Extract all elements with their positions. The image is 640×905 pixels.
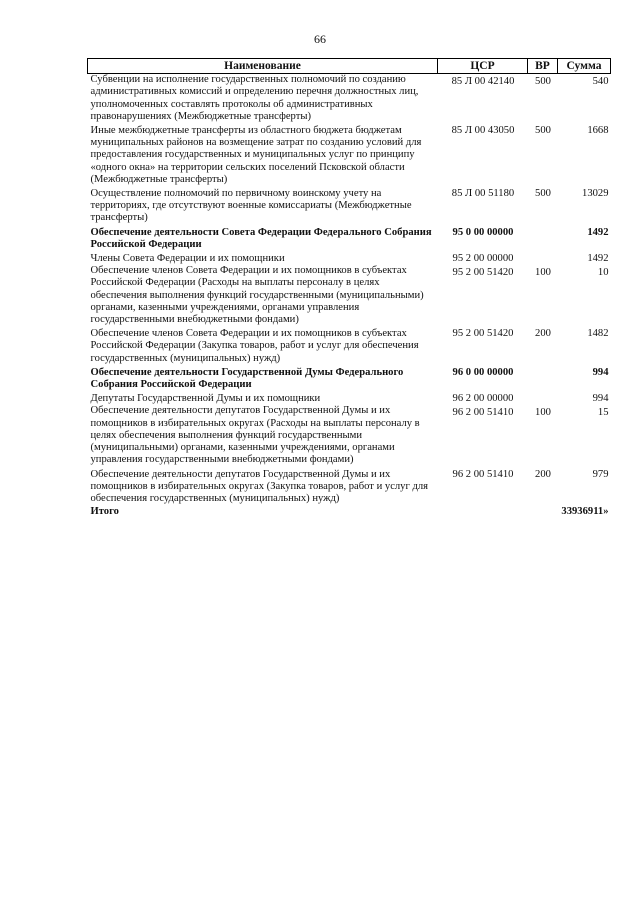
row-sum: 1492: [587, 253, 609, 265]
row-name: Субвенции на исполнение государственных полномочий по созданию административных комиссий и определению перечня должностных лиц, уполномоченных составлять протоколы об административных правонарушениях (Межбюджетные трансферты): [90, 74, 419, 122]
row-vr: [528, 391, 558, 405]
row-vr: [528, 365, 558, 391]
row-csr: 96 0 00 00000: [452, 366, 514, 378]
table-row: [88, 326, 611, 365]
row-vr: 200: [535, 328, 551, 340]
row-csr: 85 Л 00 51180: [451, 188, 515, 200]
table-row: [88, 467, 611, 506]
row-sum: 1492: [587, 226, 609, 238]
row-sum: 13029: [582, 188, 609, 200]
row-name: Осуществление полномочий по первичному воинскому учету на территориях, где отсутствуют военные комиссариаты (Межбюджетные трансферты): [90, 188, 412, 224]
row-csr: 85 Л 00 42140: [451, 76, 515, 88]
row-vr: [528, 251, 558, 265]
row-csr: 95 2 00 51420: [452, 267, 514, 279]
row-vr: 200: [535, 468, 551, 480]
page-number: 66: [314, 32, 326, 46]
row-sum: 1668: [587, 125, 609, 137]
row-name: Обеспечение деятельности Совета Федерации Федерального Собрания Российской Федерации: [90, 226, 432, 250]
table-row: [88, 391, 611, 405]
table-row: [88, 186, 611, 225]
row-sum: 10: [597, 267, 609, 279]
row-csr: 96 2 00 00000: [452, 393, 514, 405]
row-vr: 100: [535, 267, 551, 279]
row-vr: 500: [535, 125, 551, 137]
header-csr: ЦСР: [438, 59, 528, 74]
row-name: Обеспечение деятельности Государственной Думы Федерального Собрания Российской Федерации: [90, 366, 404, 391]
header-name: Наименование: [88, 59, 438, 74]
row-vr: 100: [535, 407, 551, 419]
row-csr: 95 0 00 00000: [452, 226, 514, 238]
row-csr: 96 2 00 51410: [452, 468, 514, 480]
row-vr: [528, 225, 558, 251]
row-vr: 500: [535, 76, 551, 88]
table-row-section: [88, 365, 611, 391]
row-sum: 994: [592, 366, 609, 378]
table-row: [88, 74, 611, 123]
row-sum: 994: [592, 393, 609, 405]
row-csr: 95 2 00 00000: [452, 253, 514, 265]
row-sum: 540: [592, 76, 609, 88]
row-vr: 500: [535, 188, 551, 200]
table-row: [88, 265, 611, 326]
row-name: Иные межбюджетные трансферты из областного бюджета бюджетам муниципальных районов на возмещение затрат по созданию условий для предоставления государственных и муниципальных услуг по принципу «одного окна» на территории сельских поселений Псковской области (Межбюджетные трансферты): [90, 125, 422, 185]
row-sum: 1482: [587, 328, 609, 340]
budget-table: [87, 58, 611, 518]
total-label: Итого: [90, 506, 119, 518]
row-name: Обеспечение членов Совета Федерации и их помощников в субъектах Российской Федерации (Закупка товаров, работ и услуг для обеспечения государственных (муниципальных) нужд): [90, 328, 419, 364]
row-csr: 85 Л 00 43050: [451, 125, 515, 137]
row-csr: 96 2 00 51410: [452, 407, 514, 419]
table-row: [88, 251, 611, 265]
row-name: Обеспечение деятельности депутатов Государственной Думы и их помощников в избирательных округах (Закупка товаров, работ и услуг для обеспечения государственных (муниципальных) нужд): [90, 468, 429, 504]
table-total-row: [88, 505, 611, 518]
row-sum: 979: [592, 468, 609, 480]
total-sum: 33936911»: [561, 506, 609, 518]
table-row-section: [88, 225, 611, 251]
row-sum: 15: [597, 407, 609, 419]
row-csr: 95 2 00 51420: [452, 328, 514, 340]
table-header-row: [88, 59, 611, 74]
header-vr: ВР: [528, 59, 558, 74]
header-sum: Сумма: [558, 59, 611, 74]
row-name: Обеспечение членов Совета Федерации и их помощников в субъектах Российской Федерации (Расходы на выплаты персоналу в целях обеспечения выполнения функций государственными (муниципальными) органами, казенными учреждениями, органами управления государственными внебюджетными фондами): [90, 265, 424, 326]
table-row: [88, 123, 611, 186]
row-name: Депутаты Государственной Думы и их помощники: [90, 393, 321, 405]
row-name: Члены Совета Федерации и их помощники: [90, 253, 285, 265]
row-name: Обеспечение деятельности депутатов Государственной Думы и их помощников в избирательных округах (Расходы на выплаты персоналу в целях обеспечения выполнения функций государственными (муниципальными) органами, казенными учреждениями, органами управления государственными внебюджетными фондами): [90, 405, 420, 466]
table-row: [88, 405, 611, 466]
